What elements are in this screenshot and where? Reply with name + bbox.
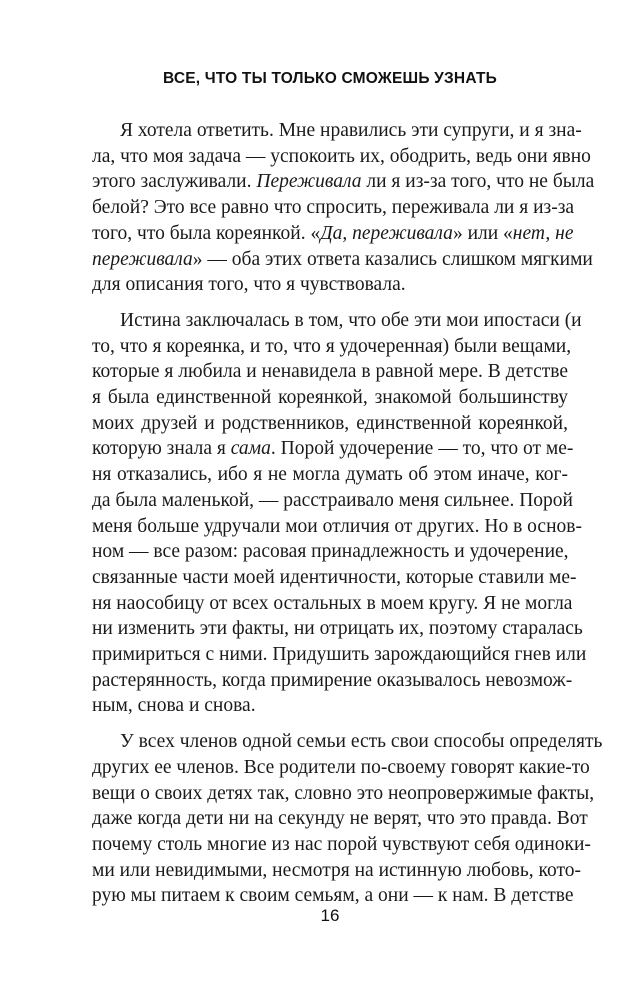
text-line xyxy=(92,858,581,884)
paragraph xyxy=(92,308,587,719)
text-line xyxy=(92,565,577,591)
text-line xyxy=(92,308,582,334)
text-line xyxy=(92,806,588,832)
text-run: ми или невидимыми, несмотря на истинную любовь, кото- xyxy=(92,859,581,881)
italic-text: Да, переживала xyxy=(320,222,453,244)
text-run: для описания того, что я чувствовала. xyxy=(92,274,406,296)
running-head: ВСЕ, ЧТО ТЫ ТОЛЬКО СМОЖЕШЬ УЗНАТЬ xyxy=(163,70,497,87)
paragraph xyxy=(92,729,603,909)
text-run: растерянность, когда примирение оказывалось невозмож- xyxy=(92,669,573,691)
text-run: » или « xyxy=(452,222,513,244)
text-run: меня больше удручали мои отличия от других. Но в основ- xyxy=(92,515,582,537)
text-line xyxy=(92,221,574,247)
text-line xyxy=(92,514,582,540)
text-line xyxy=(92,668,573,694)
text-line xyxy=(92,781,595,807)
text-run: ня отказались, ибо я не могла думать об этом иначе, ког- xyxy=(92,464,568,486)
text-line xyxy=(92,832,591,858)
text-run: рую мы питаем к своим семьям, а они — к нам. В детстве xyxy=(92,885,574,907)
paragraph xyxy=(92,118,595,298)
text-line xyxy=(92,118,582,144)
text-line xyxy=(92,539,568,565)
text-line xyxy=(92,359,568,385)
text-run: моих друзей и родственников, единственной кореянкой, xyxy=(92,412,568,434)
text-line xyxy=(92,385,568,411)
text-run: связанные части моей идентичности, которые ставили ме- xyxy=(92,566,577,588)
text-line xyxy=(92,169,595,195)
text-run: почему столь многие из нас порой чувствуют себя одиноки- xyxy=(92,833,591,855)
text-run: то, что я кореянка, и то, что я удочеренная) были вещами, xyxy=(92,335,572,357)
body-text xyxy=(92,118,603,919)
text-run: которую знала я xyxy=(92,438,231,460)
italic-text: переживала xyxy=(92,248,193,270)
text-line xyxy=(92,693,568,719)
text-run: даже когда дети ни на секунду не верят, что это правда. Вот xyxy=(92,808,588,830)
text-run: ла, что моя задача — успокоить их, ободрить, ведь они явно xyxy=(92,145,591,167)
text-run: да была маленькой, — расстраивало меня сильнее. Порой xyxy=(92,489,573,511)
text-line xyxy=(92,272,568,298)
text-line xyxy=(92,144,591,170)
text-run: других ее членов. Все родители по-своему говорят какие-то xyxy=(92,756,590,778)
text-line xyxy=(92,195,575,221)
text-line xyxy=(92,729,603,755)
text-line xyxy=(92,334,572,360)
text-run: Я хотела ответить. Мне нравились эти супруги, и я зна- xyxy=(120,120,582,141)
text-run: того, что была кореянкой. « xyxy=(92,222,321,244)
text-run: ном — все разом: расовая принадлежность и удочерение, xyxy=(92,541,569,563)
text-line xyxy=(92,755,590,781)
text-line xyxy=(92,411,568,437)
text-run: ни изменить эти факты, ни отрицать их, поэтому старалась xyxy=(92,618,583,640)
text-line xyxy=(92,488,573,514)
text-run: У всех членов одной семьи есть свои способы определять xyxy=(120,731,603,753)
text-run: ным, снова и снова. xyxy=(92,695,256,717)
text-run: ня наособицу от всех остальных в моем кругу. Я не могла xyxy=(92,592,573,614)
page-number: 16 xyxy=(320,906,340,925)
text-run: . Порой удочерение — то, что от ме- xyxy=(270,438,574,460)
text-line xyxy=(92,462,568,488)
text-line xyxy=(92,436,574,462)
italic-text: Переживала xyxy=(256,171,362,193)
text-run: белой? Это все равно что спросить, переживала ли я из-за xyxy=(92,197,575,219)
text-run: я была единственной кореянкой, знакомой большинству xyxy=(92,387,568,409)
text-run: этого заслуживали. xyxy=(92,171,257,193)
text-line xyxy=(92,591,573,617)
text-line xyxy=(92,642,587,668)
italic-text: нет, не xyxy=(512,222,574,244)
text-run: примириться с ними. Придушить зарождающийся гнев или xyxy=(92,644,587,666)
text-line xyxy=(92,247,593,273)
text-run: Истина заключалась в том, что обе эти мои ипостаси (и xyxy=(120,309,582,331)
text-run: вещи о своих детях так, словно это неопровержимые факты, xyxy=(92,782,595,804)
text-run: ли я из-за того, что не была xyxy=(361,171,595,193)
italic-text: сама xyxy=(230,438,271,460)
text-run: » — оба этих ответа казались слишком мягкими xyxy=(192,248,593,270)
text-line xyxy=(92,616,583,642)
text-run: которые я любила и ненавидела в равной мере. В детстве xyxy=(92,361,568,383)
